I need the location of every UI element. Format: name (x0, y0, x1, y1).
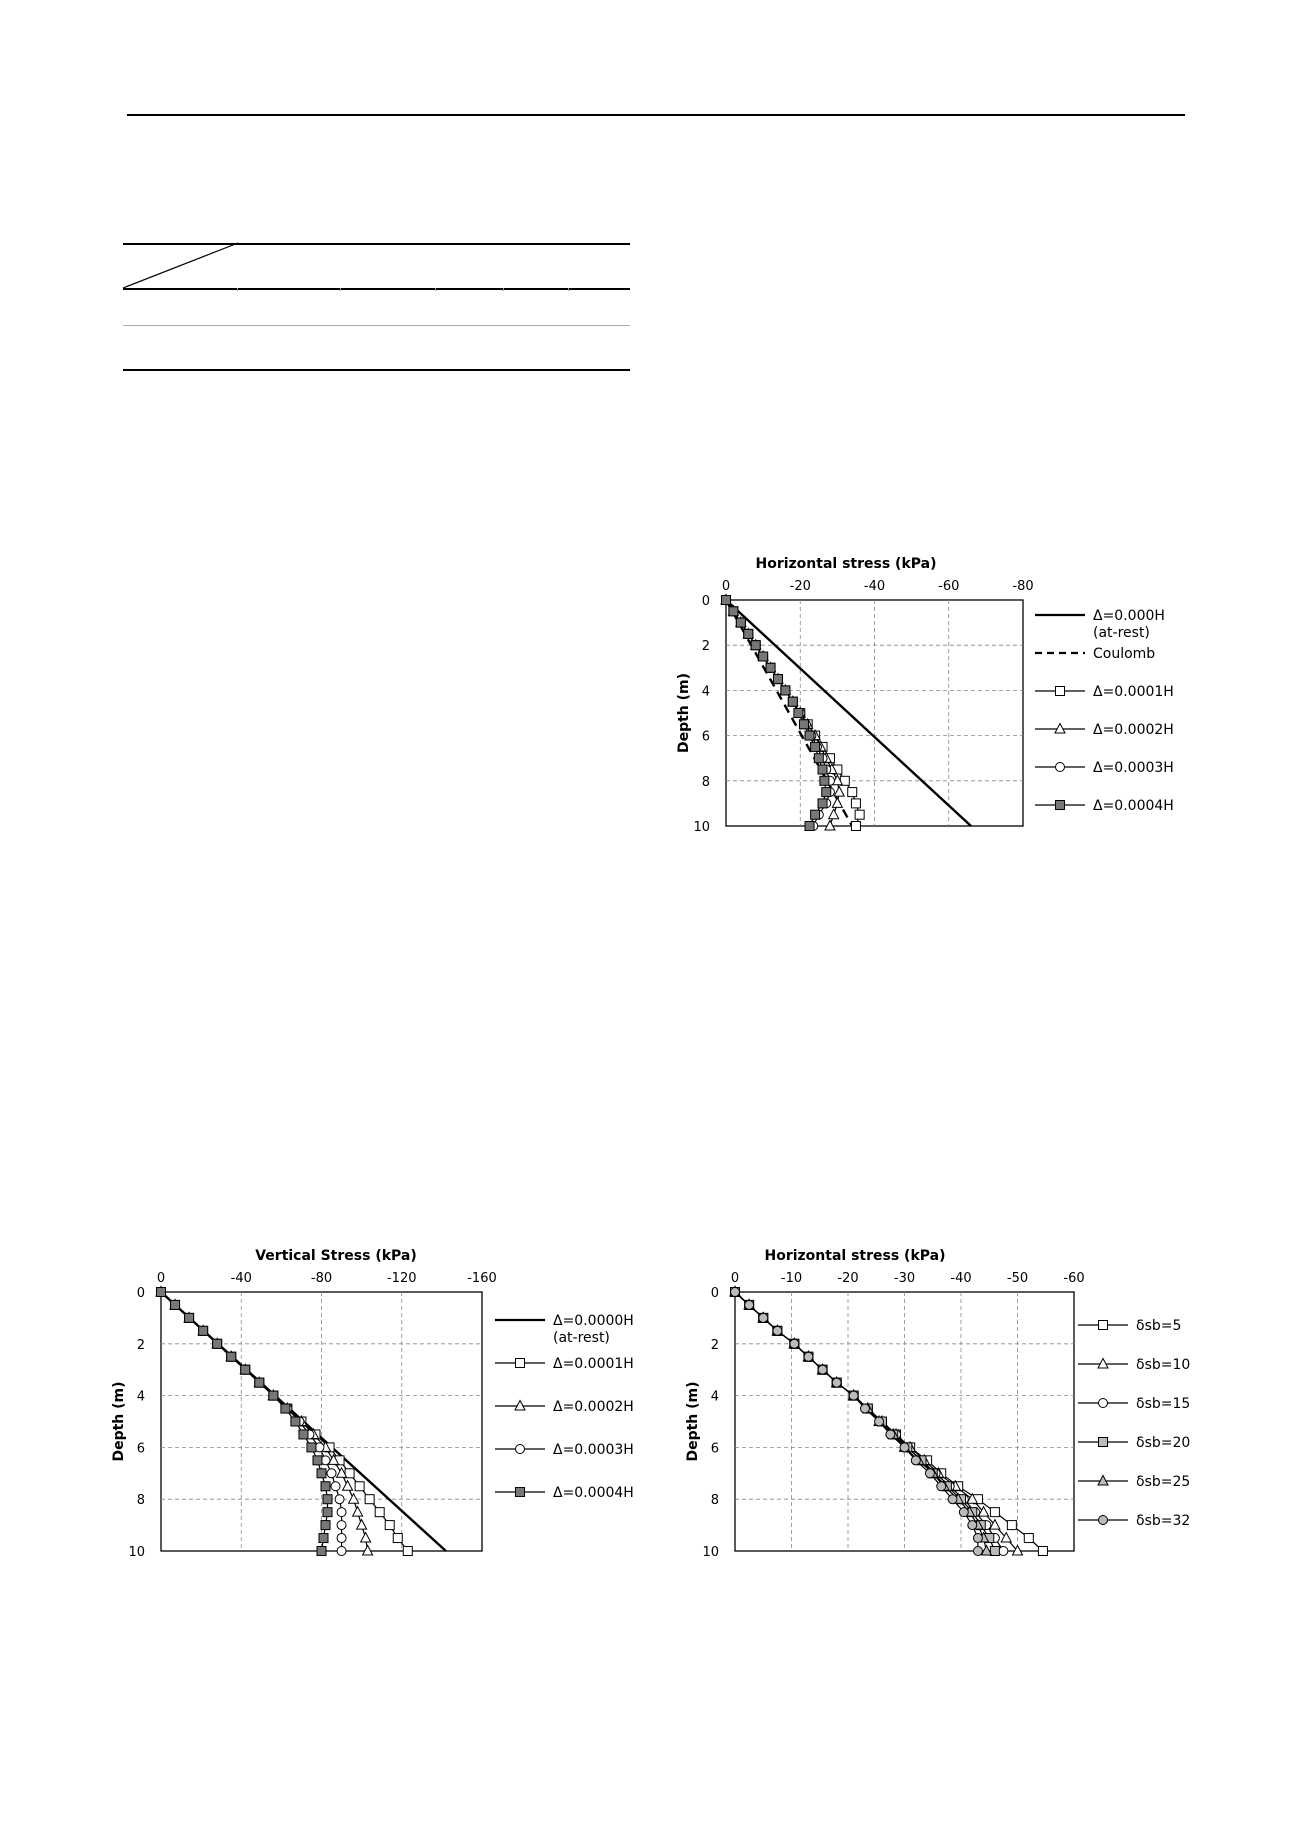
y-tick-label: 6 (701, 729, 710, 745)
y-tick-label: 10 (693, 820, 710, 835)
data-point (393, 1534, 402, 1543)
data-point (805, 822, 814, 831)
chart-title: Vertical Stress (kPa) (255, 1248, 417, 1264)
table-col-tick (568, 288, 569, 291)
x-tick-label: -160 (467, 1271, 497, 1286)
legend-label: δsb=25 (1136, 1474, 1191, 1490)
data-point (959, 1508, 968, 1517)
data-point (731, 1288, 740, 1297)
data-point (317, 1547, 326, 1556)
legend-sublabel: (at-rest) (553, 1330, 610, 1346)
x-tick-label: -60 (938, 579, 960, 594)
table-bottom-rule (123, 369, 630, 371)
x-tick-label: -50 (1006, 1271, 1029, 1286)
legend-marker (1099, 1438, 1108, 1447)
data-point (818, 1365, 827, 1374)
data-point (227, 1352, 236, 1361)
data-point (925, 1469, 934, 1478)
data-point (403, 1547, 412, 1556)
data-point (968, 1521, 977, 1530)
x-tick-label: 0 (721, 579, 731, 594)
data-point (860, 1404, 869, 1413)
data-point (811, 810, 820, 819)
data-point (999, 1547, 1008, 1556)
y-axis-label: Depth (m) (111, 1381, 127, 1462)
data-point (814, 754, 823, 763)
data-point (722, 596, 731, 605)
legend-label: Δ=0.0001H (553, 1356, 634, 1372)
x-tick-label: -20 (837, 1271, 859, 1286)
page-header-rule (127, 114, 1185, 116)
data-point (773, 675, 782, 684)
legend-label: Coulomb (1093, 646, 1156, 662)
y-axis-label: Depth (m) (676, 672, 692, 754)
y-tick-label: 10 (128, 1545, 145, 1560)
data-point (973, 1547, 982, 1556)
y-tick-label: 2 (710, 1337, 719, 1353)
legend-marker (1055, 724, 1065, 734)
data-point (375, 1508, 384, 1517)
legend-marker (1056, 687, 1065, 696)
table-col-tick (503, 288, 504, 291)
table-col-tick (237, 288, 238, 291)
data-point (794, 709, 803, 718)
data-point (811, 742, 820, 751)
legend-marker (515, 1401, 525, 1411)
data-point (788, 697, 797, 706)
data-point (849, 1391, 858, 1400)
x-tick-label: -30 (893, 1271, 916, 1286)
data-point (157, 1288, 166, 1297)
legend-label: Δ=0.0003H (1093, 760, 1174, 776)
y-tick-label: 4 (701, 684, 710, 700)
data-point (973, 1534, 982, 1543)
x-tick-label: -120 (386, 1271, 417, 1286)
data-point (269, 1391, 278, 1400)
legend-marker (1056, 801, 1065, 810)
x-tick-label: -60 (1063, 1271, 1085, 1286)
data-point (313, 1456, 322, 1465)
legend-label: Δ=0.0004H (553, 1485, 634, 1501)
data-point (781, 686, 790, 695)
vertical-stress-displacement-chart (110, 1215, 650, 1560)
data-point (1007, 1521, 1016, 1530)
x-tick-label: -40 (230, 1271, 252, 1286)
data-point (365, 1495, 374, 1504)
data-point (291, 1417, 300, 1426)
legend-label: Δ=0.0001H (1093, 684, 1174, 700)
y-tick-label: 8 (136, 1493, 145, 1509)
table-col-tick (340, 288, 341, 291)
x-tick-label: -40 (863, 579, 886, 594)
x-tick-label: -20 (789, 579, 811, 594)
y-tick-label: 0 (701, 594, 710, 609)
data-point (307, 1443, 316, 1452)
data-point (937, 1482, 946, 1491)
data-point (805, 731, 814, 740)
x-tick-label: 0 (156, 1271, 166, 1286)
data-point (818, 799, 827, 808)
data-point (818, 765, 827, 774)
data-point (990, 1547, 999, 1556)
data-point (990, 1508, 999, 1517)
data-point (335, 1495, 344, 1504)
x-tick-label: -80 (1012, 579, 1034, 594)
horizontal-stress-displacement-chart (660, 540, 1220, 850)
data-point (317, 1469, 326, 1478)
data-point (911, 1456, 920, 1465)
data-point (1038, 1547, 1047, 1556)
data-point (323, 1508, 332, 1517)
data-point (751, 641, 760, 650)
legend-label: δsb=10 (1136, 1357, 1191, 1373)
data-point (355, 1482, 364, 1491)
y-tick-label: 0 (136, 1286, 145, 1301)
y-tick-label: 10 (702, 1545, 719, 1560)
horizontal-stress-friction-chart (670, 1215, 1191, 1560)
legend-marker (1099, 1399, 1108, 1408)
data-point (736, 618, 745, 627)
data-point (855, 810, 864, 819)
legend-label: δsb=15 (1136, 1396, 1191, 1412)
y-tick-label: 6 (710, 1441, 719, 1457)
x-tick-label: -40 (950, 1271, 972, 1286)
legend-marker (516, 1359, 525, 1368)
data-point (745, 1300, 754, 1309)
data-point (886, 1430, 895, 1439)
x-tick-label: -80 (310, 1271, 333, 1286)
y-tick-label: 2 (136, 1337, 145, 1353)
data-point (729, 607, 738, 616)
legend-marker (1098, 1359, 1108, 1369)
y-tick-label: 0 (710, 1286, 719, 1301)
legend-label: δsb=5 (1136, 1318, 1182, 1334)
data-point (171, 1300, 180, 1309)
data-point (385, 1521, 394, 1530)
data-point (759, 652, 768, 661)
data-point (255, 1378, 264, 1387)
legend-marker (1099, 1516, 1108, 1525)
legend-label: Δ=0.0002H (553, 1399, 634, 1415)
data-point (327, 1469, 336, 1478)
y-tick-label: 2 (701, 639, 710, 655)
data-point (281, 1404, 290, 1413)
data-point (766, 663, 775, 672)
x-tick-label: 0 (730, 1271, 740, 1286)
data-point (331, 1482, 340, 1491)
legend-label: Δ=0.0004H (1093, 798, 1174, 814)
data-point (321, 1521, 330, 1530)
legend-marker (1099, 1321, 1108, 1330)
legend-sublabel: (at-rest) (1093, 625, 1150, 641)
data-point (820, 776, 829, 785)
legend-label: Δ=0.0003H (553, 1442, 634, 1458)
y-tick-label: 6 (136, 1441, 145, 1457)
data-point (199, 1326, 208, 1335)
data-point (337, 1547, 346, 1556)
legend-label: δsb=20 (1136, 1435, 1191, 1451)
data-point (323, 1495, 332, 1504)
data-point (759, 1313, 768, 1322)
legend-marker (516, 1445, 525, 1454)
table-middle-rule (123, 325, 630, 326)
legend-marker (1056, 763, 1065, 772)
data-point (744, 629, 753, 638)
x-tick-label: -10 (780, 1271, 803, 1286)
data-point (900, 1443, 909, 1452)
data-point (790, 1339, 799, 1348)
data-point (337, 1521, 346, 1530)
data-point (185, 1313, 194, 1322)
data-point (948, 1495, 957, 1504)
legend-label: Δ=0.000H (1093, 608, 1165, 624)
y-tick-label: 8 (710, 1493, 719, 1509)
data-point (241, 1365, 250, 1374)
legend-label: δsb=32 (1136, 1513, 1191, 1529)
data-point (299, 1430, 308, 1439)
data-point (337, 1534, 346, 1543)
data-point (213, 1339, 222, 1348)
data-point (822, 788, 831, 797)
table-diagonal-header (123, 243, 243, 289)
data-point (875, 1417, 884, 1426)
data-point (848, 788, 857, 797)
data-point (319, 1534, 328, 1543)
data-point (1024, 1534, 1033, 1543)
legend-label: Δ=0.0000H (553, 1313, 634, 1329)
table-header-rule (123, 288, 630, 290)
y-axis-label: Depth (m) (685, 1381, 701, 1462)
y-tick-label: 8 (701, 774, 710, 790)
data-point (799, 720, 808, 729)
table-col-tick (435, 288, 436, 291)
data-point (832, 1378, 841, 1387)
chart-title: Horizontal stress (kPa) (764, 1248, 946, 1264)
data-point (851, 822, 860, 831)
data-point (851, 799, 860, 808)
data-point (321, 1482, 330, 1491)
y-tick-label: 4 (710, 1389, 719, 1405)
y-tick-label: 4 (136, 1389, 145, 1405)
legend-marker (1098, 1476, 1108, 1486)
data-point (804, 1352, 813, 1361)
legend-label: Δ=0.0002H (1093, 722, 1174, 738)
data-point (337, 1508, 346, 1517)
chart-title: Horizontal stress (kPa) (755, 556, 937, 572)
legend-marker (516, 1488, 525, 1497)
data-point (773, 1326, 782, 1335)
